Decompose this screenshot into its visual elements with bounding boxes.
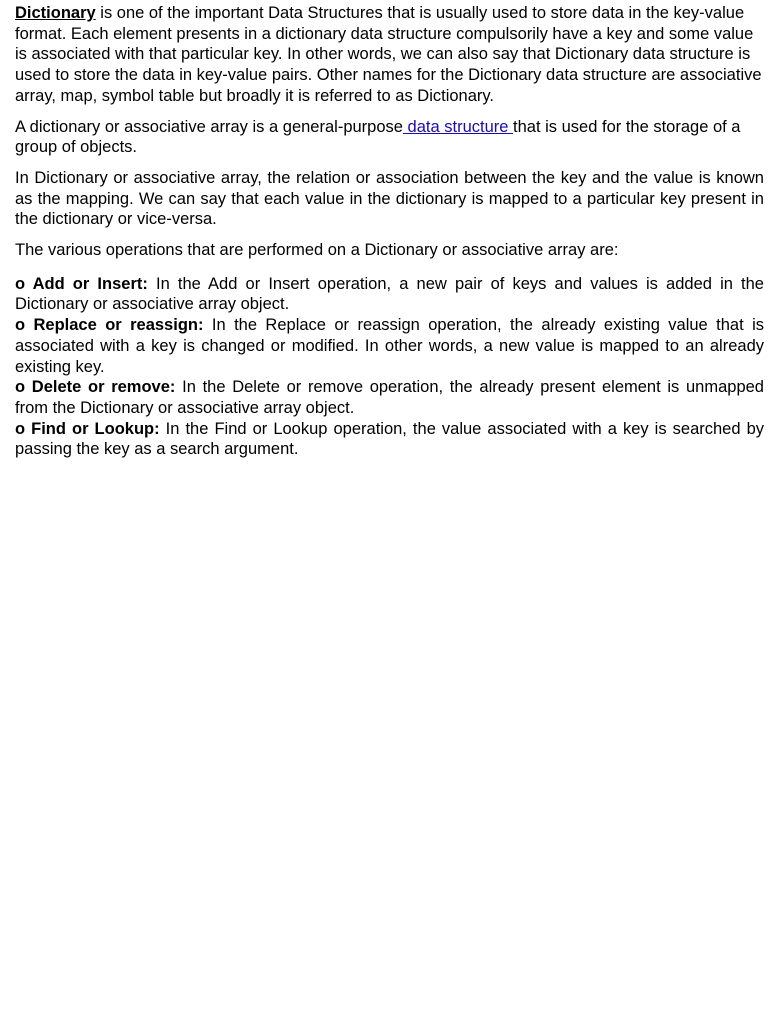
- dictionary-term: Dictionary: [15, 4, 96, 22]
- operation-title: o Find or Lookup:: [15, 419, 160, 438]
- definition-text-before: A dictionary or associative array is a general-purpose: [15, 117, 403, 136]
- intro-text: is one of the important Data Structures that is usually used to store data in the key-value format. Each element presents in a dictionary data structure compulsorily have a key and some value is associated with that particular key. In other words, we can also say that Dictionary data structure is used to store the data in key-value pairs. Other names for the Dictionary data structure are associative array, map, symbol table but broadly it is referred to as Dictionary.: [15, 4, 762, 105]
- operations-list: [15, 274, 764, 460]
- definition-paragraph: [15, 117, 764, 158]
- operation-title: o Add or Insert:: [15, 274, 148, 293]
- operation-item: [15, 315, 764, 377]
- operation-description: In the Add or Insert operation, a new pair of keys and values is added in the Dictionary or associative array object.: [15, 274, 764, 314]
- operation-description: In the Find or Lookup operation, the value associated with a key is searched by passing the key as a search argument.: [15, 419, 764, 459]
- definition-text-after: that is used for the storage of a group of objects.: [15, 117, 741, 157]
- operation-item: [15, 274, 764, 315]
- mapping-paragraph: In Dictionary or associative array, the relation or association between the key and the value is known as the mapping. We can say that each value in the dictionary is mapped to a particular key present in the dictionary or vice-versa.: [15, 168, 764, 229]
- operation-item: [15, 377, 764, 418]
- operation-description: In the Replace or reassign operation, the already existing value that is associated with a key is changed or modified. In other words, a new value is mapped to an already existing key.: [15, 316, 765, 376]
- operation-title: o Delete or remove:: [15, 378, 176, 397]
- operation-description: In the Delete or remove operation, the already present element is unmapped from the Dictionary or associative array object.: [15, 378, 764, 417]
- operations-intro: The various operations that are performed on a Dictionary or associative array are:: [15, 241, 619, 260]
- intro-paragraph: [15, 3, 764, 107]
- operation-title: o Replace or reassign:: [15, 316, 204, 335]
- operation-item: [15, 419, 764, 460]
- data-structure-link[interactable]: data structure: [402, 117, 514, 136]
